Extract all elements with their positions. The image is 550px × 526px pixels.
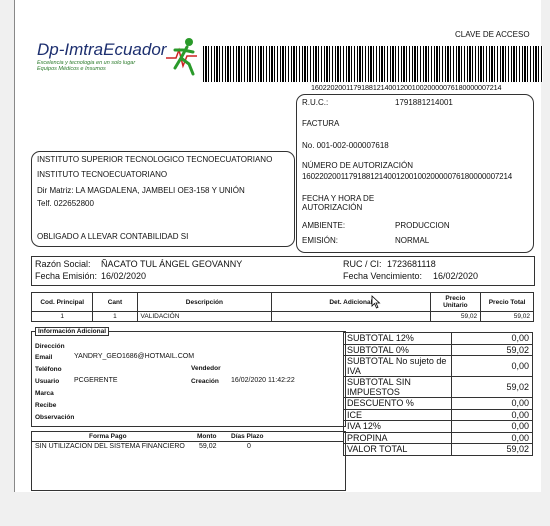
fecha-emision-value: 16/02/2020 <box>101 271 147 281</box>
observacion-label: Observación <box>35 414 75 421</box>
fecha-auth-label-2: AUTORIZACIÓN <box>302 203 363 212</box>
monto-value: 59,02 <box>199 443 217 450</box>
mouse-cursor-icon <box>371 295 381 309</box>
total-value: 59,02 <box>452 377 533 398</box>
total-row <box>344 444 533 456</box>
fecha-emision-label: Fecha Emisión: <box>35 271 98 281</box>
fecha-vencimiento-label: Fecha Vencimiento: <box>343 271 423 281</box>
usuario-label: Usuario <box>35 378 60 385</box>
forma-pago-box <box>31 431 346 491</box>
total-label: IVA 12% <box>344 421 452 433</box>
col-cod-principal: Cod. Principal <box>32 293 93 312</box>
cell-precio-unitario: 59,02 <box>430 312 481 322</box>
adicional-title: Información Adicional <box>35 327 109 336</box>
table-row <box>32 312 534 322</box>
total-label: SUBTOTAL SIN IMPUESTOS <box>344 377 452 398</box>
emision-label: EMISIÓN: <box>302 236 339 245</box>
totals-table <box>343 332 533 456</box>
total-value: 0,00 <box>452 356 533 377</box>
total-value: 0,00 <box>452 432 533 444</box>
total-row <box>344 409 533 421</box>
emisor-name: INSTITUTO SUPERIOR TECNOLOGICO TECNOECUATORIANO <box>37 155 273 164</box>
total-value: 0,00 <box>452 333 533 345</box>
razon-social-value: ÑACATO TUL ÁNGEL GEOVANNY <box>101 259 243 269</box>
document-type: FACTURA <box>302 119 340 128</box>
items-table <box>31 292 534 322</box>
total-label: SUBTOTAL 0% <box>344 344 452 356</box>
cell-precio-total: 59,02 <box>481 312 534 322</box>
document-number: No. 001-002-000007618 <box>302 141 389 150</box>
emisor-phone: Telf. 022652800 <box>37 199 94 208</box>
recibe-label: Recibe <box>35 402 57 409</box>
total-value: 0,00 <box>452 409 533 421</box>
cell-cant: 1 <box>93 312 137 322</box>
items-header-row <box>32 293 534 312</box>
total-label: SUBTOTAL 12% <box>344 333 452 345</box>
barcode <box>203 46 543 82</box>
auth-value: 1602202001179188121400120010020000076180000007214 <box>302 172 513 181</box>
total-label: PROPINA <box>344 432 452 444</box>
total-row <box>344 356 533 377</box>
emisor-address: Dir Matriz: LA MAGDALENA, JAMBELI OE3-158 Y UNIÓN <box>37 186 245 195</box>
total-row <box>344 398 533 410</box>
forma-pago-header: Forma Pago <box>89 433 127 440</box>
forma-pago-value: SIN UTILIZACION DEL SISTEMA FINANCIERO <box>35 443 185 450</box>
cliente-ruc-label: RUC / CI: <box>343 259 382 269</box>
ambiente-label: AMBIENTE: <box>302 221 346 230</box>
total-value: 59,02 <box>452 344 533 356</box>
logo-subline: Equipos Médicos e Insumos <box>37 66 106 72</box>
col-precio-total: Precio Total <box>481 293 534 312</box>
emisor-trade-name: INSTITUTO TECNOECUATORIANO <box>37 170 168 179</box>
fecha-vencimiento-value: 16/02/2020 <box>433 271 479 281</box>
total-label: SUBTOTAL No sujeto de IVA <box>344 356 452 377</box>
col-descripcion: Descripción <box>137 293 272 312</box>
logo-slogan: Excelencia y tecnologia en un solo lugar <box>37 60 136 66</box>
total-row <box>344 421 533 433</box>
emisor-contabilidad: OBLIGADO A LLEVAR CONTABILIDAD SI <box>37 232 189 241</box>
razon-social-label: Razón Social: <box>35 259 91 269</box>
email-value: YANDRY_GEO1686@HOTMAIL.COM <box>74 353 195 360</box>
marca-label: Marca <box>35 390 54 397</box>
company-logo <box>37 40 166 72</box>
col-precio-unitario: Precio Unitario <box>430 293 481 312</box>
telefono-label: Teléfono <box>35 366 62 373</box>
total-value: 59,02 <box>452 444 533 456</box>
ruc-label: R.U.C.: <box>302 98 329 107</box>
email-label: Email <box>35 354 53 361</box>
total-label: VALOR TOTAL <box>344 444 452 456</box>
creacion-value: 16/02/2020 11:42:22 <box>231 377 295 384</box>
total-value: 0,00 <box>452 398 533 410</box>
invoice-page <box>14 0 541 492</box>
forma-pago-divider <box>31 441 344 442</box>
dias-plazo-value: 0 <box>247 443 251 450</box>
clave-acceso-number: 1602202001179188121400120010020000076180000007214 <box>311 83 502 92</box>
clave-acceso-label: CLAVE DE ACCESO <box>455 30 530 39</box>
cell-cod: 1 <box>32 312 93 322</box>
creacion-label: Creación <box>191 378 219 385</box>
total-row <box>344 344 533 356</box>
direccion-label: Dirección <box>35 343 65 350</box>
total-label: DESCUENTO % <box>344 398 452 410</box>
ambiente-value: PRODUCCION <box>395 221 450 230</box>
vendedor-label: Vendedor <box>191 365 221 372</box>
col-cant: Cant <box>93 293 137 312</box>
cell-det-adicional <box>272 312 430 322</box>
total-row <box>344 333 533 345</box>
monto-header: Monto <box>197 433 217 440</box>
left-gutter <box>0 0 12 526</box>
total-label: ICE <box>344 409 452 421</box>
dias-plazo-header: Días Plazo <box>231 433 264 440</box>
total-row <box>344 377 533 398</box>
emision-value: NORMAL <box>395 236 430 245</box>
fecha-auth-label-1: FECHA Y HORA DE <box>302 194 375 203</box>
total-value: 0,00 <box>452 421 533 433</box>
cell-descripcion: VALIDACIÓN <box>137 312 272 322</box>
usuario-value: PCGERENTE <box>74 377 118 384</box>
ruc-value: 1791881214001 <box>395 98 453 107</box>
auth-label: NÚMERO DE AUTORIZACIÓN <box>302 161 413 170</box>
logo-title: Dp-ImtraEcuador <box>37 40 167 59</box>
total-row <box>344 432 533 444</box>
runner-logo-icon <box>163 36 201 78</box>
cliente-ruc-value: 1723681118 <box>387 259 436 269</box>
col-det-adicional: Det. Adicional <box>272 293 430 312</box>
